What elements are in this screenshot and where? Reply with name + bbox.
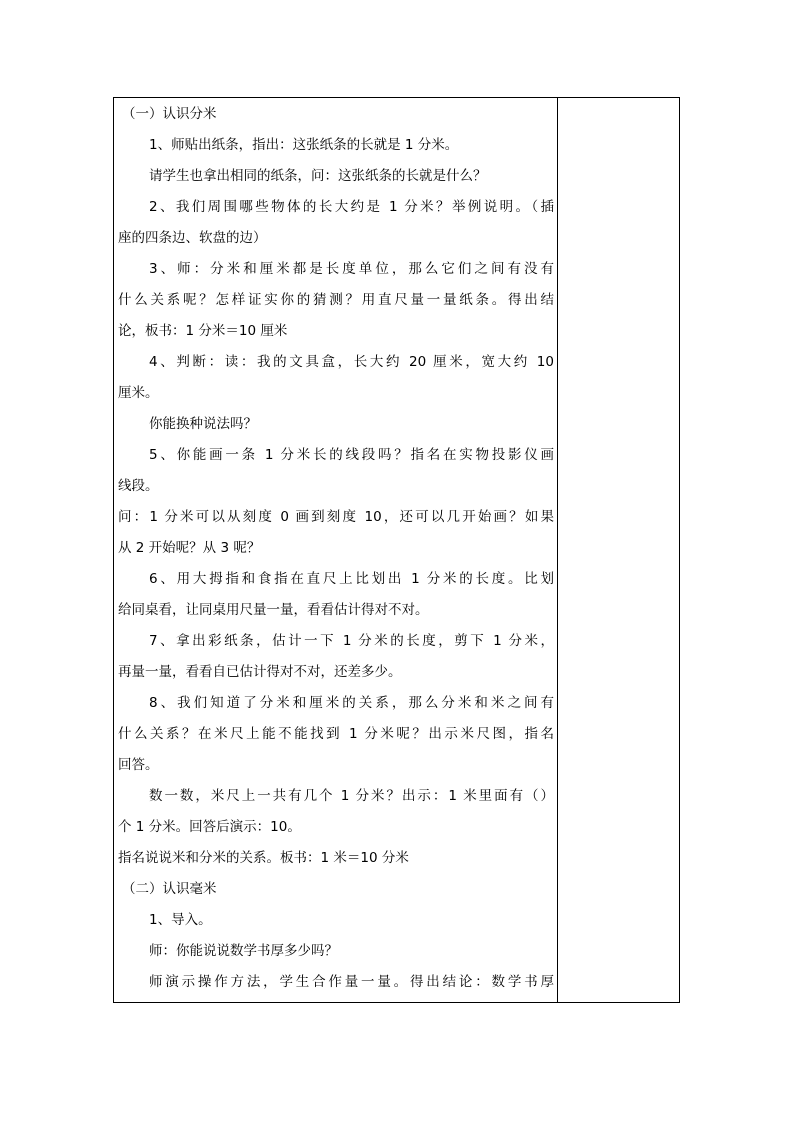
text-line: 问：1 分米可以从刻度 0 画到刻度 10，还可以几开始画？如果: [118, 509, 554, 525]
text-line: 你能换种说法吗？: [149, 416, 257, 432]
text-line: 1、导入。: [149, 912, 212, 928]
text-line: 给同桌看，让同桌用尺量一量，看看估计得对不对。: [118, 602, 429, 618]
text-line: 1、师贴出纸条，指出：这张纸条的长就是 1 分米。: [149, 137, 459, 153]
text-line: 线段。: [118, 478, 159, 494]
text-line: 2、我们周围哪些物体的长大约是 1 分米？举例说明。（插: [149, 199, 554, 215]
text-line: 请学生也拿出相同的纸条，问：这张纸条的长就是什么？: [149, 168, 487, 184]
text-line: 什么关系？在米尺上能不能找到 1 分米呢？出示米尺图，指名: [118, 726, 554, 742]
section-heading: （一）认识分米: [122, 106, 217, 122]
text-line: 论，板书：1 分米＝10 厘米: [118, 323, 288, 339]
text-line: 厘米。: [118, 385, 159, 401]
text-line: 什么关系呢？怎样证实你的猜测？用直尺量一量纸条。得出结: [118, 292, 554, 308]
text-line: 8、我们知道了分米和厘米的关系，那么分米和米之间有: [149, 695, 554, 711]
text-line: 3、师：分米和厘米都是长度单位，那么它们之间有没有: [149, 261, 554, 277]
text-line: 数一数，米尺上一共有几个 1 分米？出示：1 米里面有（）: [149, 788, 554, 804]
text-line: 回答。: [118, 757, 159, 773]
text-line: 5、你能画一条 1 分米长的线段吗？指名在实物投影仪画: [149, 447, 554, 463]
text-line: 师：你能说说数学书厚多少吗？: [149, 943, 338, 959]
text-line: 4、判断：读：我的文具盒，长大约 20 厘米，宽大约 10: [149, 354, 554, 370]
text-line: 指名说说米和分米的关系。板书：1 米＝10 分米: [118, 850, 409, 866]
text-line: 个 1 分米。回答后演示：10。: [118, 819, 301, 835]
text-line: 再量一量，看看自已估计得对不对，还差多少。: [118, 664, 402, 680]
text-line: 7、拿出彩纸条，估计一下 1 分米的长度，剪下 1 分米，: [149, 633, 554, 649]
text-line: 从 2 开始呢？从 3 呢？: [118, 540, 261, 556]
text-line: 师演示操作方法，学生合作量一量。得出结论：数学书厚: [149, 974, 554, 990]
text-line: 6、用大拇指和食指在直尺上比划出 1 分米的长度。比划: [149, 571, 554, 587]
section-heading: （二）认识毫米: [122, 881, 217, 897]
table-column-divider: [557, 97, 558, 1003]
text-line: 座的四条边、软盘的边）: [118, 230, 267, 246]
